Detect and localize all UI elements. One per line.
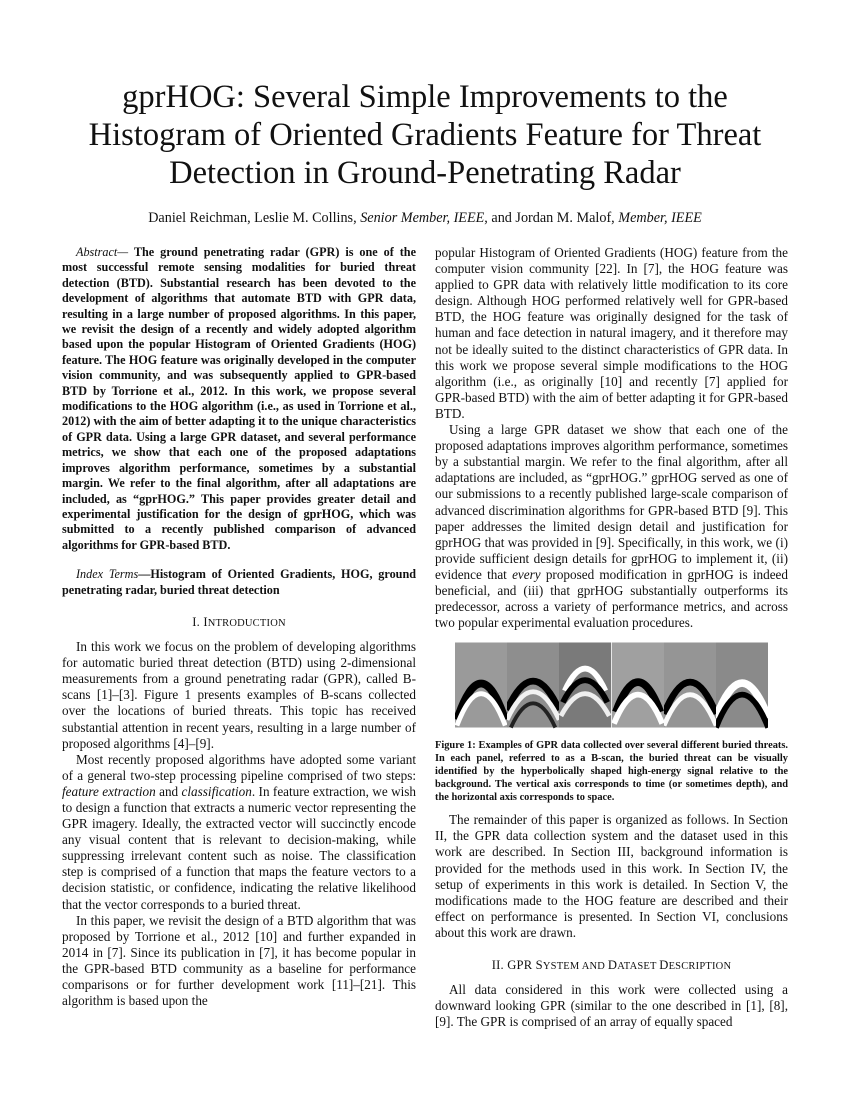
right-paragraph-4: All data considered in this work were collected using a downward looking GPR (similar to the one described in [1], [8], [9]. The GPR is comprised of an array of equally spaced <box>435 982 788 1030</box>
figure-1-caption: Figure 1: Examples of GPR data collected over several different buried threats. In each panel, referred to as a B-scan, the buried threat can be visually identified by the hyperbolically shaped high-energy signal relative to the background. The vertical axis corresponds to time (or sometimes depth), and the horizontal axis corresponds to space. <box>435 740 788 804</box>
bscan-panel-4 <box>612 641 664 729</box>
section2-number: II. GPR S <box>491 958 543 972</box>
section-number: I. I <box>192 614 208 629</box>
section2-title-e: ESCRIPTION <box>668 961 732 972</box>
intro-paragraph-3: In this paper, we revisit the design of a BTD algorithm that was proposed by Torrione et al., 2012 [10] and further expanded in 2014 in [7]. Since its publication in [7], it has become popular in the GPR-based BTD community as a baseline for performance comparisons or for further development work [11]–[21]. This algorithm is based upon the <box>62 912 416 1009</box>
emphasis-every: every <box>512 566 541 582</box>
bscan-panel-3 <box>559 641 611 729</box>
bscan-panel-5 <box>664 641 716 729</box>
right-paragraph-1: popular Histogram of Oriented Gradients (HOG) feature from the computer vision community [22]. In [7], the HOG feature was applied to GPR data with relatively little modification to its core design. Although HOG performed relatively well for GPR-based BTD, the HOG feature was originally designed for the task of human and face detection in natural imagery, and it therefore may not be ideally suited to the distinct characteristics of GPR data. In this work we propose several simple modifications to the HOG algorithm (i.e., as originally [10] and recently [7] applied for GPR-based BTD) with the aim of better adapting it for GPR-based BTD. <box>435 245 788 421</box>
abstract-text: The ground penetrating radar (GPR) is one of the most successful remote sensing modalities for buried threat detection (BTD). Substantial research has been devoted to the development of algorithms that automate BTD with GPR data, resulting in a large number of proposed algorithms. In this paper, we revisit the design of a recently and widely adopted algorithm based upon the popular Histogram of Oriented Gradients (HOG) feature. The HOG feature was originally developed in the computer vision community, and was subsequently applied to GPR-based BTD by Torrione et al., 2012. In this work, we propose several modifications to the HOG algorithm (i.e., as used in Torrione et al., 2012) with the aim of better adapting it to the unique characteristics of GPR data. Using a large GPR dataset, and several performance metrics, we show that each one of the proposed adaptations improves algorithm performance, sometimes by a substantial margin. We refer to the final algorithm, after all adaptations are included, as “gprHOG.” This paper provides greater detail and experimental justification for the design of gprHOG, which was submitted to a recently published comparison of advanced algorithms for GPR-based BTD. <box>62 245 416 552</box>
author-names-2: , and Jordan M. Malof, <box>484 210 619 226</box>
right-paragraph-2 <box>435 422 788 631</box>
paper-title: gprHOG: Several Simple Improvements to the Histogram of Oriented Gradients Feature for Threat Detection in Ground-Penetrating Radar <box>88 79 762 191</box>
index-terms-lead: Index Terms <box>76 567 139 582</box>
section2-title-c: ATASET <box>617 961 660 972</box>
abstract-lead: Abstract— <box>76 245 129 259</box>
right-column <box>435 245 788 1030</box>
intro-paragraph-1: In this work we focus on the problem of developing algorithms for automatic buried threat detection (BTD) using 2-dimensional measurements from a ground penetrating radar (GPR), called B-scans [1]–[3]. Figure 1 presents examples of B-scans collected over the locations of buried threats. This topic has received substantial attention in recent years, resulting in a large number of proposed algorithms [4]–[9]. <box>62 639 416 751</box>
section-heading-introduction <box>62 614 416 632</box>
section2-title-d: D <box>659 958 669 972</box>
bscan-panel-2 <box>507 641 559 729</box>
intro-p2-and: and <box>155 783 182 799</box>
left-column <box>62 245 416 1009</box>
intro-paragraph-2 <box>62 752 416 913</box>
abstract <box>62 245 416 553</box>
term-classification: classification <box>181 783 252 799</box>
section2-title-a: YSTEM AND <box>542 961 608 972</box>
intro-p2-rest: . In feature extraction, we wish to design a function that extracts a numeric vector representing the GPR imagery. Ideally, the extracted vector will succinctly encode any visual content that is relevant to decision-making, while suppressing irrelevant content such as noise. The classification step is comprised of a function that maps the feature vectors to a decision statistic, or confidence, indicating the relative likelihood that the vector corresponds to a buried threat. <box>62 783 416 912</box>
figure-1-bscans <box>435 641 788 731</box>
term-feature-extraction: feature extraction <box>62 783 156 799</box>
section2-title-b: D <box>607 958 618 972</box>
bscan-panel-1 <box>455 641 507 729</box>
right-p2-rest: proposed modification in gprHOG is indeed beneficial, and (iii) that gprHOG substantially outperforms its predecessor, across a variety of performance metrics, and across two popular experimental evaluation procedures. <box>435 566 789 631</box>
author-names-1: Daniel Reichman, Leslie M. Collins, <box>148 210 361 226</box>
author-line <box>40 209 810 227</box>
author-role-2: Member, IEEE <box>618 210 702 226</box>
index-terms <box>62 567 416 598</box>
index-terms-text: —Histogram of Oriented Gradients, HOG, ground penetrating radar, buried threat detection <box>62 567 416 597</box>
section-title: NTRODUCTION <box>207 617 286 629</box>
section-heading-gpr-system <box>435 957 788 975</box>
bscan-panel-6 <box>716 641 768 729</box>
intro-p2-text: Most recently proposed algorithms have adopted some variant of a general two-step processing pipeline comprised of two steps: <box>62 751 416 783</box>
right-paragraph-3: The remainder of this paper is organized as follows. In Section II, the GPR data collection system and the dataset used in this work are described. In Section III, background information is provided for the methods used in this work. In Section IV, the setup of experiments in this work is detailed. In Section V, the modifications made to the HOG feature are described and their effect on performance is presented. In Section VI, conclusions about this work are drawn. <box>435 812 788 940</box>
author-role-1: Senior Member, IEEE <box>360 210 485 226</box>
right-p2-text: Using a large GPR dataset we show that each one of the proposed adaptations improves algorithm performance, sometimes by a substantial margin. We refer to the final algorithm, after all adaptations are included, as “gprHOG.” gprHOG served as one of our submissions to a recently published large-scale comparison of advanced discrimination algorithms for GPR-based BTD [9]. This paper addresses the limited design detail and justification for gprHOG that was provided in [9]. Specifically, in this work, we (i) provide sufficient design details for gprHOG to implement it, (ii) evidence that <box>435 422 788 582</box>
